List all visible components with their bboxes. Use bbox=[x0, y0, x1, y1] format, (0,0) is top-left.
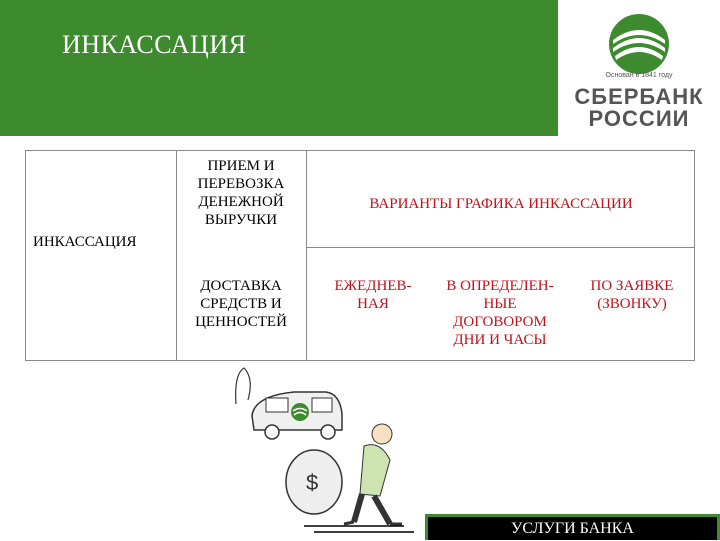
bank-services-button[interactable] bbox=[425, 514, 720, 540]
bank-services-label: УСЛУГИ БАНКА bbox=[428, 517, 717, 540]
table-divider bbox=[176, 151, 177, 360]
schedule-option-line: ДОГОВОРОМ bbox=[453, 314, 547, 330]
schedule-option-line: НЫЕ bbox=[483, 296, 517, 312]
schedule-option bbox=[570, 277, 694, 313]
logo-founded-text: Основан в 1841 году bbox=[605, 72, 673, 79]
sberbank-logo bbox=[558, 0, 720, 140]
services-table bbox=[25, 150, 695, 361]
header-band bbox=[0, 0, 558, 136]
schedule-option-line: НАЯ bbox=[357, 296, 389, 312]
table-divider bbox=[306, 247, 694, 248]
schedule-option-line: В ОПРЕДЕЛЕН- bbox=[446, 278, 554, 294]
table-left-label: ИНКАССАЦИЯ bbox=[33, 234, 137, 250]
svg-text:$: $ bbox=[306, 470, 319, 495]
service-cell: ПРИЕМ И ПЕРЕВОЗКА ДЕНЕЖНОЙ ВЫРУЧКИ bbox=[197, 158, 285, 228]
logo-name-line2: РОССИИ bbox=[588, 106, 690, 131]
logo-name bbox=[558, 86, 720, 130]
schedule-header: ВАРИАНТЫ ГРАФИКА ИНКАССАЦИИ bbox=[369, 196, 633, 212]
cash-collection-clipart-icon bbox=[214, 364, 419, 540]
logo-name-line1: СБЕРБАНК bbox=[574, 84, 704, 109]
schedule-option-line: ДНИ И ЧАСЫ bbox=[453, 332, 547, 348]
schedule-option bbox=[430, 277, 570, 349]
schedule-option bbox=[308, 277, 438, 313]
schedule-option-line: ПО ЗАЯВКЕ bbox=[590, 278, 674, 294]
table-divider bbox=[306, 151, 307, 360]
schedule-option-line: ЕЖЕДНЕВ- bbox=[334, 278, 412, 294]
service-cell: ДОСТАВКА СРЕДСТВ И ЦЕННОСТЕЙ bbox=[195, 278, 287, 330]
schedule-option-line: (ЗВОНКУ) bbox=[597, 296, 667, 312]
page-title: ИНКАССАЦИЯ bbox=[62, 30, 247, 59]
sberbank-emblem-icon bbox=[595, 14, 683, 74]
